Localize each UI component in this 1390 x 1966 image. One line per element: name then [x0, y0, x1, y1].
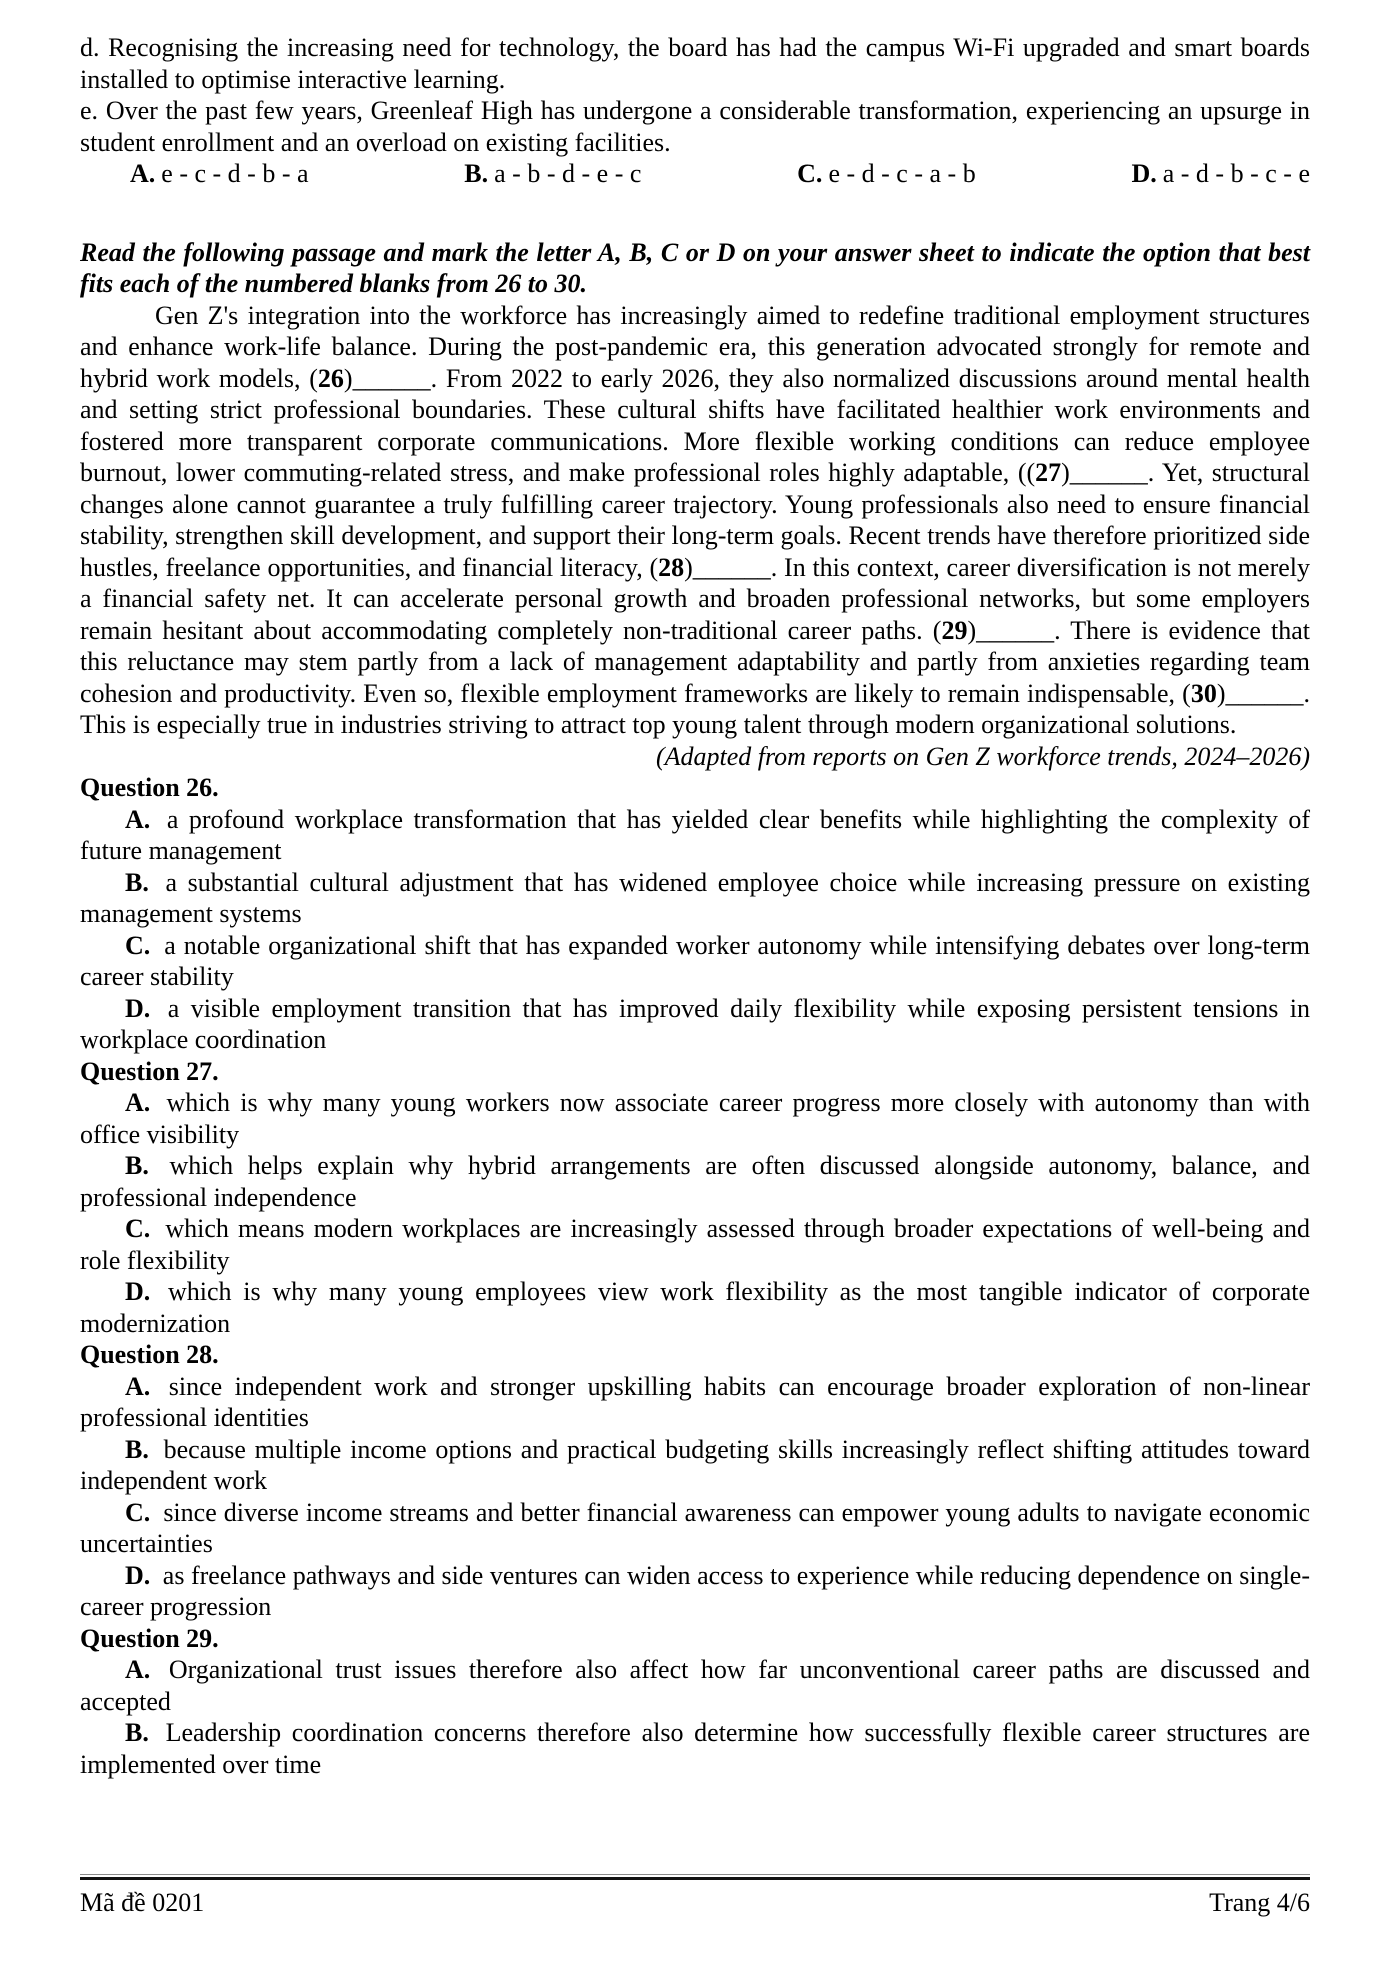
answer-option	[80, 1371, 1310, 1434]
question-title: Question 26.	[80, 773, 219, 802]
passage-segment: )______. From 2022 to early 2026, they also normalized discussions around mental health and setting strict professional boundaries. These cultural shifts have facilitated healthier work environments and fostered more transparent corporate communications. More flexible working conditions can reduce employee burnout, lower commuting-related stress, and make professional roles highly adaptable, ((	[80, 363, 1310, 487]
question-title: Question 28.	[80, 1340, 219, 1369]
question-block-29	[80, 1623, 1310, 1781]
option-label: B.	[464, 159, 489, 188]
option-label: B.	[125, 867, 149, 897]
question-title: Question 29.	[80, 1623, 219, 1653]
option-label: D.	[1131, 159, 1157, 188]
option-label: D.	[125, 1560, 151, 1590]
option-label: C.	[797, 159, 823, 188]
intro-item-e	[80, 95, 1310, 158]
option-text: which is why many young employees view work flexibility as the most tangible indicator of corporate modernization	[80, 1277, 1311, 1338]
answer-option	[80, 1213, 1310, 1276]
option-text: e - c - d - b - a	[161, 159, 309, 188]
answer-option	[80, 993, 1310, 1056]
answer-option	[80, 1434, 1310, 1497]
option-label: D.	[125, 993, 151, 1023]
answer-option	[80, 804, 1310, 867]
option-label: C.	[125, 1497, 151, 1527]
answer-option	[80, 1560, 1310, 1623]
option-text: a - b - d - e - c	[494, 159, 642, 188]
option-label: B.	[125, 1151, 149, 1180]
blank-number-29: 29	[941, 615, 968, 645]
answer-option	[80, 930, 1310, 993]
answer-option	[80, 1276, 1310, 1339]
passage-segment: )______. Yet, structural changes alone cannot guarantee a truly fulfilling career trajectory. Young professionals also need to ensure financial stability, strengthen skill development, and support their long-term goals. Recent trends have therefore prioritized side hustles, freelance opportunities, and financial literacy, (	[80, 458, 1310, 582]
footer-page-number: Trang 4/6	[1209, 1888, 1310, 1917]
passage-segment: )______. There is evidence that this reluctance may stem partly from a lack of management adaptability and partly from anxieties regarding team cohesion and productivity. Even so, flexible employment frameworks are likely to remain indispensable, (	[80, 615, 1310, 708]
option-label: A.	[125, 1088, 151, 1117]
option-label: D.	[125, 1277, 151, 1306]
option-text: which means modern workplaces are increasingly assessed through broader expectations of well-being and role flexibility	[80, 1214, 1310, 1275]
option-text: since diverse income streams and better financial awareness can empower young adults to navigate economic uncertainties	[80, 1497, 1310, 1558]
option-text: Leadership coordination concerns therefore also determine how successfully flexible career structures are implemented over time	[80, 1718, 1310, 1779]
option-text: since independent work and stronger upskilling habits can encourage broader exploration of non-linear professional identities	[80, 1371, 1310, 1432]
sequence-option-a	[130, 158, 309, 190]
intro-item-d	[80, 32, 1310, 95]
option-label: A.	[130, 159, 156, 188]
sequence-option-b	[464, 158, 641, 190]
passage-segment: )______. In this context, career diversification is not merely a financial safety net. It can accelerate personal growth and broaden professional networks, but some employers remain hesitant about accommodating completely non-traditional career paths. (	[80, 552, 1310, 645]
answer-option	[80, 1497, 1310, 1560]
question-block-28	[80, 1339, 1310, 1623]
blank-number-30: 30	[1190, 678, 1217, 708]
section-instruction: Read the following passage and mark the letter A, B, C or D on your answer sheet to indicate the option that best fits each of the numbered blanks from 26 to 30.	[80, 237, 1310, 298]
passage-segment: )______. This is especially true in industries striving to attract top young talent through modern organizational solutions.	[80, 678, 1310, 739]
intro-item-label: d.	[80, 33, 100, 62]
option-text: as freelance pathways and side ventures can widen access to experience while reducing dependence on single-career progression	[80, 1560, 1310, 1621]
option-text: e - d - c - a - b	[828, 159, 976, 188]
question-block-26	[80, 772, 1310, 1056]
option-text: because multiple income options and practical budgeting skills increasingly reflect shifting attitudes toward independent work	[80, 1434, 1310, 1495]
option-text: a substantial cultural adjustment that has widened employee choice while increasing pressure on existing management systems	[80, 867, 1310, 928]
question-title: Question 27.	[80, 1056, 219, 1086]
intro-item-label: e.	[80, 96, 99, 125]
option-label: A.	[125, 1655, 151, 1684]
blank-number-28: 28	[658, 552, 685, 582]
passage-attribution: (Adapted from reports on Gen Z workforce trends, 2024–2026)	[655, 741, 1310, 771]
answer-option	[80, 1654, 1310, 1717]
option-text: Organizational trust issues therefore also affect how far unconventional career paths are discussed and accepted	[80, 1655, 1310, 1716]
answer-option	[80, 1717, 1310, 1780]
footer-rule	[80, 1874, 1310, 1880]
sequence-options-row	[80, 158, 1310, 190]
option-text: which helps explain why hybrid arrangements are often discussed alongside autonomy, balance, and professional independence	[80, 1151, 1311, 1212]
passage-segment: Gen Z's integration into the workforce has increasingly aimed to redefine traditional employment structures and enhance work-life balance. During the post-pandemic era, this generation advocated strongly for remote and hybrid work models, (	[80, 300, 1310, 393]
answer-option	[80, 1087, 1310, 1150]
blank-number-26: 26	[317, 363, 344, 393]
answer-option	[80, 1150, 1310, 1213]
option-text: a notable organizational shift that has expanded worker autonomy while intensifying debates over long-term career stability	[80, 930, 1310, 991]
option-label: A.	[125, 1371, 151, 1401]
intro-item-text: Over the past few years, Greenleaf High has undergone a considerable transformation, experiencing an upsurge in student enrollment and an overload on existing facilities.	[80, 96, 1310, 157]
sequence-option-c	[797, 158, 976, 190]
passage-text	[80, 300, 1310, 741]
option-text: a - d - b - c - e	[1162, 159, 1310, 188]
option-label: B.	[125, 1434, 149, 1464]
option-label: C.	[125, 1214, 151, 1243]
intro-item-text: Recognising the increasing need for technology, the board has had the campus Wi-Fi upgraded and smart boards installed to optimise interactive learning.	[80, 33, 1311, 94]
answer-option	[80, 867, 1310, 930]
option-label: B.	[125, 1718, 149, 1747]
option-text: which is why many young workers now associate career progress more closely with autonomy than with office visibility	[80, 1088, 1310, 1149]
footer-exam-code: Mã đề 0201	[80, 1888, 205, 1917]
page-footer	[80, 1874, 1310, 1918]
blank-number-27: 27	[1035, 458, 1062, 487]
sequence-option-d	[1131, 158, 1310, 190]
question-block-27	[80, 1056, 1310, 1340]
option-text: a profound workplace transformation that has yielded clear benefits while highlighting the complexity of future management	[80, 804, 1311, 865]
option-label: C.	[125, 930, 151, 960]
option-text: a visible employment transition that has improved daily flexibility while exposing persistent tensions in workplace coordination	[80, 993, 1310, 1054]
option-label: A.	[125, 804, 151, 834]
